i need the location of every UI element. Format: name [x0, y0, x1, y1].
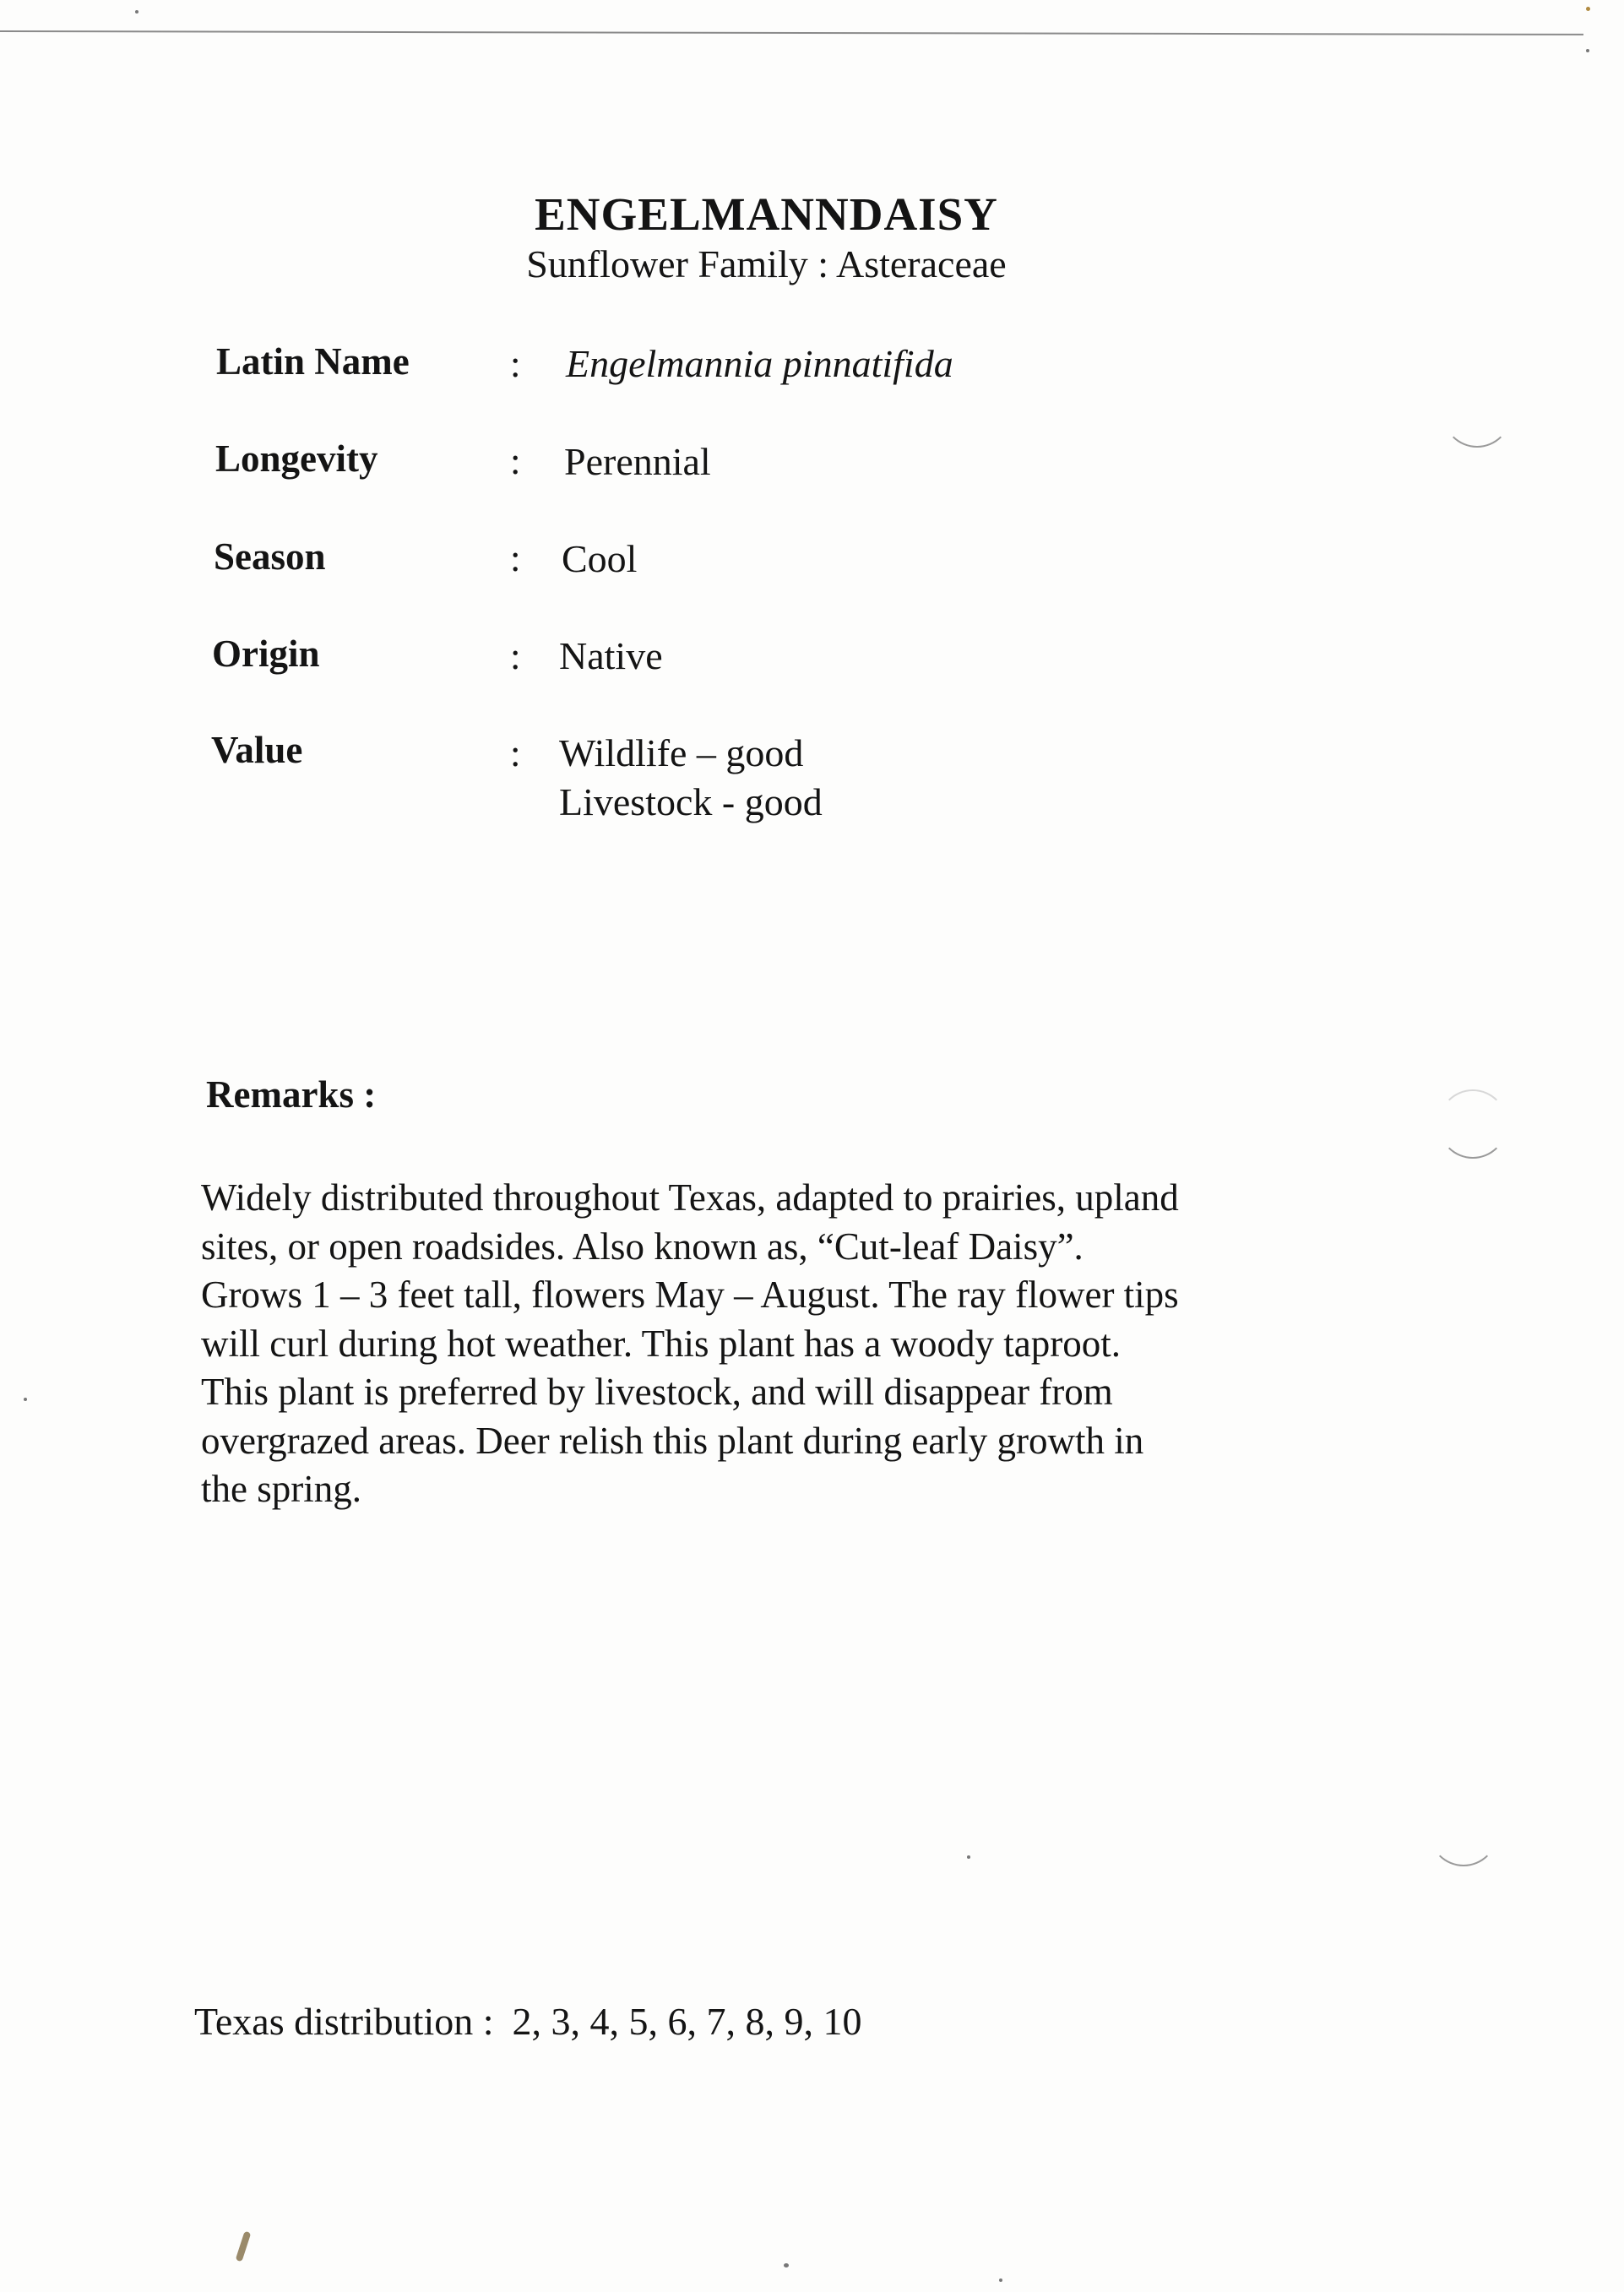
binder-hole-mark — [1429, 1797, 1498, 1866]
field-label-longevity: Longevity — [215, 437, 378, 480]
remarks-line: the spring. — [201, 1468, 361, 1510]
remarks-line: This plant is preferred by livestock, and will disappear from — [201, 1371, 1113, 1413]
field-label-origin: Origin — [212, 633, 320, 675]
scan-speck — [135, 10, 139, 14]
texas-distribution-value: 2, 3, 4, 5, 6, 7, 8, 9, 10 — [512, 2000, 862, 2043]
remarks-line: will curl during hot weather. This plant has a woody taproot. — [201, 1322, 1121, 1365]
field-value-origin — [559, 632, 663, 681]
field-value-longevity — [564, 437, 711, 486]
page-title: ENGELMANNDAISY — [535, 188, 998, 240]
remarks-heading: Remarks : — [206, 1073, 377, 1116]
scan-speck — [24, 1398, 27, 1401]
value-line: Perennial — [564, 440, 711, 483]
top-rule-line — [0, 30, 1583, 35]
remarks-line: Grows 1 – 3 feet tall, flowers May – August. The ray flower tips — [201, 1274, 1179, 1316]
remarks-line: Widely distributed throughout Texas, adapted to prairies, upland — [201, 1176, 1179, 1219]
value-line: Native — [559, 634, 663, 677]
binder-hole-mark — [1438, 1089, 1507, 1159]
remarks-line: overgrazed areas. Deer relish this plant during early growth in — [201, 1419, 1144, 1462]
field-label-season: Season — [214, 535, 326, 578]
field-separator: : — [510, 343, 521, 385]
field-separator: : — [510, 732, 521, 774]
scan-speck — [967, 1855, 970, 1859]
field-value-latin-name — [566, 339, 953, 388]
texas-distribution-label: Texas distribution : — [194, 2000, 494, 2043]
scan-speck — [1586, 49, 1589, 52]
scan-speck — [784, 2263, 789, 2268]
plant-family: Sunflower Family : Asteraceae — [526, 242, 1007, 285]
binder-hole-mark — [1442, 378, 1512, 448]
texas-distribution — [194, 1999, 862, 2044]
field-label-latin-name: Latin Name — [216, 340, 410, 383]
value-line: Cool — [562, 537, 638, 580]
value-line: Engelmannia pinnatifida — [566, 342, 953, 385]
scan-speck — [999, 2278, 1002, 2282]
field-separator: : — [510, 537, 521, 579]
pen-mark — [236, 2231, 252, 2262]
field-value-season — [562, 535, 637, 584]
field-value-value — [559, 729, 823, 827]
remarks-text — [201, 1174, 1324, 1514]
field-separator: : — [510, 440, 521, 482]
value-line: Livestock - good — [559, 780, 823, 823]
field-separator: : — [510, 635, 521, 677]
value-line: Wildlife – good — [559, 731, 804, 774]
remarks-line: sites, or open roadsides. Also known as, “Cut-leaf Daisy”. — [201, 1225, 1084, 1268]
scan-speck — [1586, 7, 1590, 11]
field-label-value: Value — [211, 729, 303, 771]
